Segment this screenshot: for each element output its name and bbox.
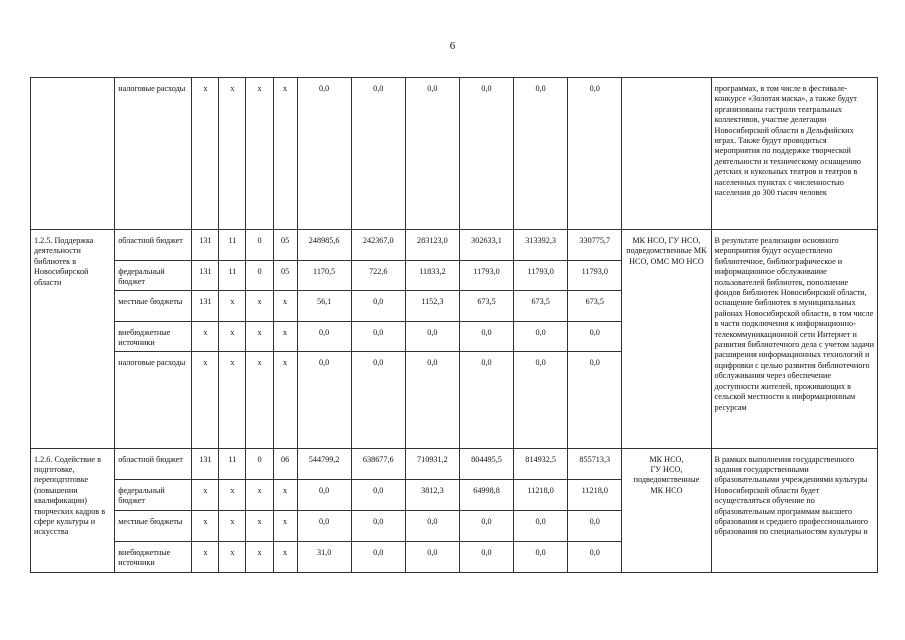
funding-value-cell: 673,5 [514, 290, 568, 321]
funding-value-cell: 0,0 [405, 541, 459, 572]
funding-source-cell: областной бюджет [115, 448, 192, 479]
funding-value-cell: 722,6 [351, 261, 405, 291]
funding-value-cell: 0,0 [351, 351, 405, 448]
funding-value-cell: 11218,0 [568, 479, 622, 510]
funding-value-cell: 544799,2 [297, 448, 351, 479]
budget-code-cell: x [246, 541, 273, 572]
funding-value-cell: 0,0 [297, 321, 351, 351]
budget-code-cell: x [219, 78, 246, 230]
funding-value-cell: 0,0 [514, 78, 568, 230]
funding-value-cell: 0,0 [514, 321, 568, 351]
funding-value-cell: 0,0 [351, 479, 405, 510]
budget-code-cell: x [246, 78, 273, 230]
funding-source-cell: местные бюджеты [115, 290, 192, 321]
funding-value-cell: 804495,5 [459, 448, 513, 479]
funding-value-cell: 0,0 [297, 78, 351, 230]
funding-source-cell: областной бюджет [115, 230, 192, 261]
funding-value-cell: 248985,6 [297, 230, 351, 261]
funding-value-cell: 710931,2 [405, 448, 459, 479]
budget-code-cell: x [192, 78, 219, 230]
funding-value-cell: 313392,3 [514, 230, 568, 261]
budget-code-cell: 131 [192, 448, 219, 479]
funding-source-cell: внебюджетные источники [115, 541, 192, 572]
funding-value-cell: 0,0 [405, 321, 459, 351]
funding-value-cell: 0,0 [297, 351, 351, 448]
budget-code-cell: x [219, 510, 246, 541]
budget-code-cell: x [219, 351, 246, 448]
funding-value-cell: 11833,2 [405, 261, 459, 291]
executor-cell: МК НСО, ГУ НСО, подведомственные МК НСО, ОМС МО НСО [622, 230, 711, 449]
budget-code-cell: 05 [273, 261, 297, 291]
program-table [30, 77, 878, 573]
page-number: 6 [449, 40, 456, 52]
activity-name-cell: 1.2.5. Поддержка деятельности библиотек в Новосибирской области [31, 230, 115, 449]
funding-value-cell: 0,0 [351, 290, 405, 321]
expected-result-cell: В результате реализации основного мероприятия будут осуществлено библиотечное, библиографическое и информационное обслуживание пользователей библиотек, пополнение фондов библиотек Новосибирской области, оснащение библиотек в муниципальных районах Новосибирской области, в том числе в части подключения к информационно-телекоммуникационной сети Интернет и развития библиотечного дела с учетом задачи расширения информационных технологий и оцифровки с целью развития библиотечного обслуживания через обеспечение доступности жителей, проживающих в сельской местности к информационным ресурсам [711, 230, 877, 449]
budget-code-cell: x [246, 290, 273, 321]
funding-value-cell: 11793,0 [568, 261, 622, 291]
funding-value-cell: 3812,3 [405, 479, 459, 510]
funding-value-cell: 31,0 [297, 541, 351, 572]
funding-value-cell: 302633,1 [459, 230, 513, 261]
funding-value-cell: 0,0 [405, 510, 459, 541]
funding-value-cell: 11793,0 [459, 261, 513, 291]
budget-code-cell: x [219, 479, 246, 510]
funding-value-cell: 1152,3 [405, 290, 459, 321]
budget-code-cell: x [219, 290, 246, 321]
executor-cell: МК НСО, ГУ НСО, подведомственные МК НСО [622, 448, 711, 572]
funding-source-cell: налоговые расходы [115, 78, 192, 230]
activity-name-cell: 1.2.6. Содействие в подготовке, переподготовке (повышении квалификации) творческих кадров в сфере культуры и искусства [31, 448, 115, 572]
funding-value-cell: 673,5 [459, 290, 513, 321]
budget-code-cell: 0 [246, 261, 273, 291]
funding-value-cell: 855713,3 [568, 448, 622, 479]
funding-value-cell: 0,0 [514, 541, 568, 572]
funding-value-cell: 673,5 [568, 290, 622, 321]
funding-value-cell: 0,0 [568, 351, 622, 448]
funding-source-cell: федеральный бюджет [115, 479, 192, 510]
funding-source-cell: федеральный бюджет [115, 261, 192, 291]
budget-code-cell: 05 [273, 230, 297, 261]
budget-code-cell: x [273, 290, 297, 321]
executor-cell [622, 78, 711, 230]
funding-value-cell: 0,0 [568, 321, 622, 351]
funding-value-cell: 0,0 [459, 510, 513, 541]
funding-value-cell: 638677,6 [351, 448, 405, 479]
budget-code-cell: x [192, 351, 219, 448]
budget-code-cell: x [246, 321, 273, 351]
budget-code-cell: x [192, 541, 219, 572]
funding-value-cell: 11793,0 [514, 261, 568, 291]
funding-value-cell: 242367,0 [351, 230, 405, 261]
funding-value-cell: 0,0 [405, 78, 459, 230]
funding-value-cell: 0,0 [568, 510, 622, 541]
funding-value-cell: 0,0 [351, 510, 405, 541]
funding-value-cell: 0,0 [514, 510, 568, 541]
funding-value-cell: 814932,5 [514, 448, 568, 479]
funding-source-cell: местные бюджеты [115, 510, 192, 541]
funding-value-cell: 0,0 [459, 78, 513, 230]
funding-value-cell: 0,0 [297, 479, 351, 510]
budget-code-cell: x [246, 479, 273, 510]
budget-code-cell: x [273, 541, 297, 572]
budget-code-cell: 0 [246, 230, 273, 261]
funding-value-cell: 0,0 [459, 541, 513, 572]
funding-value-cell: 64998,8 [459, 479, 513, 510]
funding-value-cell: 0,0 [351, 78, 405, 230]
budget-code-cell: x [273, 78, 297, 230]
budget-code-cell: x [192, 321, 219, 351]
funding-value-cell: 1170,5 [297, 261, 351, 291]
funding-value-cell: 330775,7 [568, 230, 622, 261]
funding-value-cell: 0,0 [405, 351, 459, 448]
budget-code-cell: 0 [246, 448, 273, 479]
expected-result-cell: программах, в том числе в фестивале-конкурсе «Золотая маска», а также будут организованы гастроли театральных коллективов, участие делегации Новосибирской области в Дельфийских играх. Также будут проводиться мероприятия по поддержке творческой деятельности и техническому оснащению детских и кукольных театров и театров в населенных пунктах с численностью населения до 300 тысяч человек [711, 78, 877, 230]
budget-code-cell: x [273, 510, 297, 541]
table-row [31, 448, 878, 479]
activity-name-cell [31, 78, 115, 230]
budget-code-cell: x [273, 321, 297, 351]
budget-code-cell: 11 [219, 230, 246, 261]
funding-value-cell: 56,1 [297, 290, 351, 321]
budget-code-cell: 131 [192, 230, 219, 261]
funding-value-cell: 0,0 [568, 78, 622, 230]
budget-code-cell: 11 [219, 448, 246, 479]
budget-code-cell: x [246, 510, 273, 541]
funding-value-cell: 0,0 [568, 541, 622, 572]
budget-code-cell: 06 [273, 448, 297, 479]
budget-code-cell: 131 [192, 290, 219, 321]
budget-code-cell: 131 [192, 261, 219, 291]
budget-code-cell: x [273, 351, 297, 448]
budget-code-cell: x [192, 479, 219, 510]
funding-value-cell: 283123,0 [405, 230, 459, 261]
budget-code-cell: x [246, 351, 273, 448]
budget-code-cell: x [219, 541, 246, 572]
funding-value-cell: 0,0 [351, 541, 405, 572]
budget-code-cell: x [273, 479, 297, 510]
budget-code-cell: x [219, 321, 246, 351]
expected-result-cell: В рамках выполнения государственного задания государственными образовательными учреждениями культуры Новосибирской области будет осуществляться обучение по образовательным программам высшего образования и среднего профессионального образования по специальностям культуры и [711, 448, 877, 572]
table-row [31, 230, 878, 261]
funding-value-cell: 11218,0 [514, 479, 568, 510]
funding-value-cell: 0,0 [297, 510, 351, 541]
budget-code-cell: 11 [219, 261, 246, 291]
funding-value-cell: 0,0 [514, 351, 568, 448]
funding-value-cell: 0,0 [459, 321, 513, 351]
budget-code-cell: x [192, 510, 219, 541]
funding-value-cell: 0,0 [351, 321, 405, 351]
table-row [31, 78, 878, 230]
funding-source-cell: налоговые расходы [115, 351, 192, 448]
funding-value-cell: 0,0 [459, 351, 513, 448]
funding-source-cell: внебюджетные источники [115, 321, 192, 351]
